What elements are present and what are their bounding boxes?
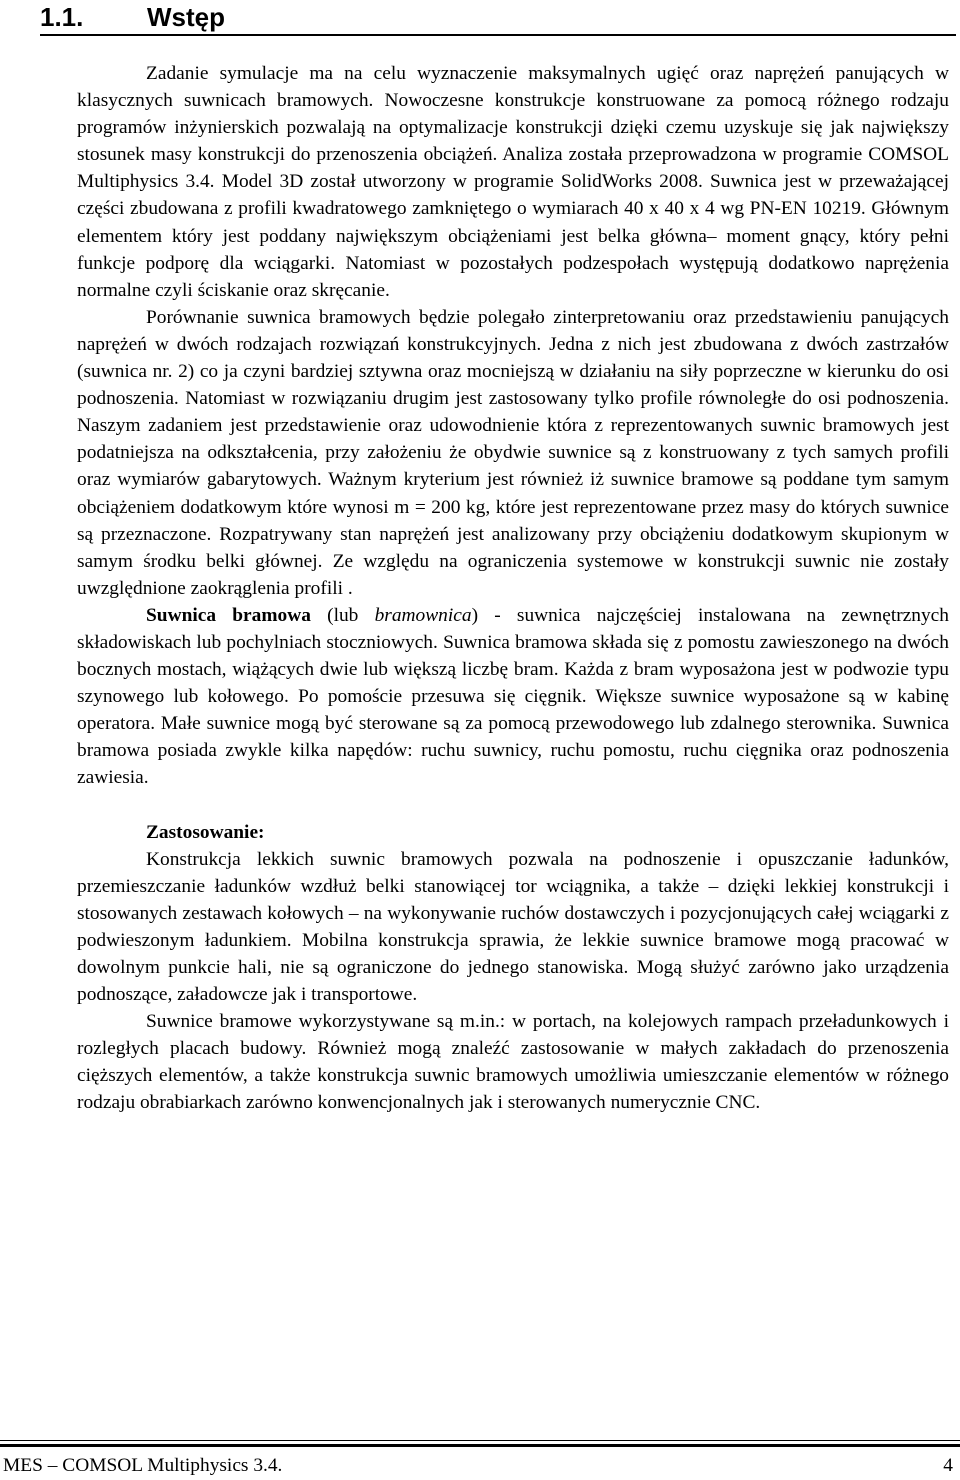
term-bramownica: bramownica	[374, 604, 472, 626]
paragraph-usage: Suwnice bramowe wykorzystywane są m.in.: w portach, na kolejowych rampach przeładunkowych i rozległych placach budowy. Również mogą znaleźć zastosowanie w małych zakładach do przenoszenia cięższych elementów, a także konstrukcja suwnic bramowych umożliwia umieszczanie elementów w różnego rodzaju obrabiarkach zarówno konwencjonalnych jak i sterowanych numerycznie CNC.	[77, 1011, 949, 1114]
paragraph-definition	[77, 602, 949, 792]
section-number: 1.1.	[40, 2, 84, 32]
paragraph-comparison: Porównanie suwnica bramowych będzie polegało zinterpretowaniu oraz przedstawieniu panujących naprężeń w dwóch rodzajach rozwiązań konstrukcyjnych. Jedna z nich jest zbudowana z dwóch zastrzałów (suwnica nr. 2) co ja czyni bardziej sztywna oraz mocniejszą w działaniu na siły poprzeczne w kierunku do osi podnoszenia. Natomiast w rozwiązaniu drugim jest zastosowany tylko profile równoległe do osi podnoszenia. Naszym zadaniem jest przedstawienie oraz udowodnienie która z reprezentowanych suwnic bramowych jest podatniejsza na odkształcenia, przy założeniu że obydwie suwnice są z konstruowany z tych samych profili oraz wymiarów gabarytowych. Ważnym kryterium jest również iż suwnice bramowe są poddane tym samym obciążeniem dodatkowym które wynosi m = 200 kg, które jest reprezentowane przez masy do których suwnice są przeznaczone. Rozpatrywany stan naprężeń jest analizowany przy obciążeniu dodatkowym skupionym w samym środku belki głównej. Ze względu na ograniczenia systemowe w konstrukcji suwnic nie zostały uwzględnione zaokrąglenia profili .	[77, 306, 949, 599]
section-title: Wstęp	[147, 2, 225, 32]
footer-rule-thick	[0, 1444, 960, 1447]
definition-text-1: (lub	[310, 604, 375, 626]
document-body	[77, 60, 949, 1117]
footer-rule-thin	[0, 1440, 960, 1441]
definition-text-2: ) - suwnica najczęściej instalowana na zewnętrznych składowiskach lub pochylniach stoczniowych. Suwnica bramowa składa się z pomostu zawieszonego na dwóch bocznych mostach, wiążących dwie lub większą liczbę bram. Każda z bram wyposażona jest w podwozie typu szynowego lub kołowego. Po pomoście przesuwa się cięgnik. Większe suwnice wyposażone są w kabinę operatora. Małe suwnice mogą być sterowane są za pomocą przewodowego lub zdalnego sterownika. Suwnica bramowa posiada zwykle kilka napędów: ruchu suwnicy, ruchu pomostu, ruchu cięgnika oraz podnoszenia zawiesia.	[77, 604, 949, 789]
section-heading	[40, 0, 956, 36]
paragraph-intro: Zadanie symulacje ma na celu wyznaczenie maksymalnych ugięć oraz naprężeń panujących w klasycznych suwnicach bramowych. Nowoczesne konstrukcje konstruowane za pomocą różnego rodzaju programów inżynierskich pozwalają na optymalizacje konstrukcji dzięki czemu uzyskuje się jak największy stosunek masy konstrukcji do przenoszenia obciążeń. Analiza została przeprowadzona w programie COMSOL Multiphysics 3.4. Model 3D został utworzony w programie SolidWorks 2008. Suwnica jest w przeważającej części zbudowana z profili kwadratowego zamkniętego o wymiarach 40 x 40 x 4 wg PN-EN 10219. Głównym elementem który jest poddany największym obciążeniami jest belka główna– moment gnący, który pełni funkcje podporę dla wciągarki. Natomiast w pozostałych podzespołach występują dodatkowo naprężenia normalne czyli ściskanie oraz skręcanie.	[77, 63, 949, 301]
page-number: 4	[943, 1455, 953, 1476]
subheading-zastosowanie: Zastosowanie:	[146, 821, 265, 843]
paragraph-application: Konstrukcja lekkich suwnic bramowych pozwala na podnoszenie i opuszczanie ładunków, przemieszczanie ładunków wzdłuż belki stanowiącej tor wciągnika, a także – dzięki lekkiej konstrukcji i stosowanych zestawach kołowych – na wykonywanie ruchów dostawczych i pozycjonujących całej wciągarki z podwieszonym ładunkiem. Mobilna konstrukcja sprawia, że lekkie suwnice bramowe mogą pracować w dowolnym punkcie hali, nie są ograniczone do jednego stanowiska. Mogą służyć zarówno jako urządzenia podnoszące, załadowcze jak i transportowe.	[77, 848, 949, 1006]
footer-title: MES – COMSOL Multiphysics 3.4.	[3, 1455, 283, 1476]
term-suwnica-bramowa: Suwnica bramowa	[146, 604, 311, 626]
